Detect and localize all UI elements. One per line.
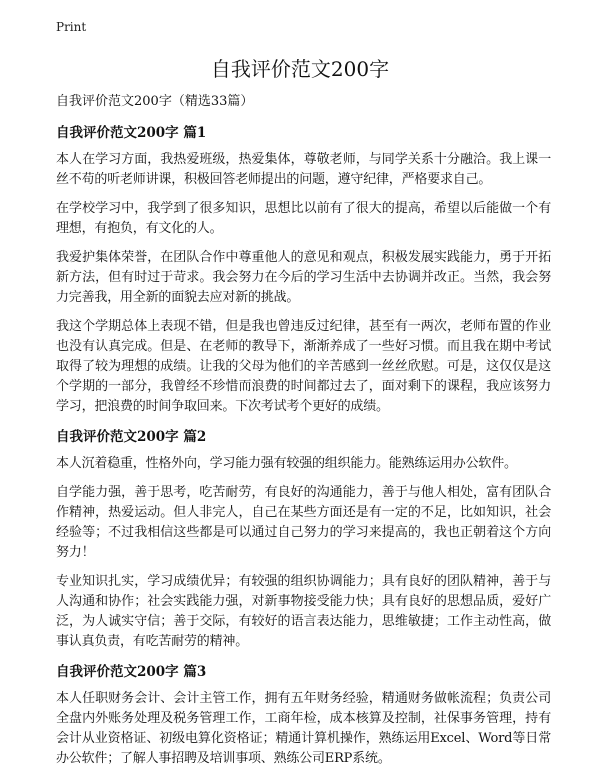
section-2 xyxy=(56,426,551,652)
paragraph: 在学校学习中，我学到了很多知识，思想比以前有了很大的提高，希望以后能做一个有理想，有抱负，有文化的人。 xyxy=(56,201,551,236)
paragraph: 我爱护集体荣誉，在团队合作中尊重他人的意见和观点，积极发展实践能力，勇于开拓新方法，但有时过于苛求。我会努力在今后的学习生活中去协调并改正。当然，我会努力完善我，用全新的面貌去应对新的挑战。 xyxy=(56,250,551,305)
section-heading: 自我评价范文200字 篇2 xyxy=(56,429,207,445)
section-heading: 自我评价范文200字 篇3 xyxy=(56,664,207,680)
page-title: 自我评价范文200字 xyxy=(210,57,390,81)
paragraph: 本人任职财务会计、会计主管工作，拥有五年财务经验，精通财务做帐流程；负责公司全盘内外账务处理及税务管理工作，工商年检，成本核算及控制，社保事务管理，持有会计从业资格证、初级电算化资格证；精通计算机操作，熟练运用Excel、Word等日常办公软件；了解人事招聘及培训事项、熟练公司ERP系统。 xyxy=(56,691,551,766)
section-heading: 自我评价范文200字 篇1 xyxy=(56,125,207,141)
print-link[interactable]: Print xyxy=(56,20,87,34)
article-content xyxy=(56,92,551,778)
paragraph: 本人沉着稳重，性格外向，学习能力强有较强的组织能力。能熟练运用办公软件。 xyxy=(56,456,517,471)
section-1 xyxy=(56,122,551,417)
paragraph: 专业知识扎实，学习成绩优异；有较强的组织协调能力；具有良好的团队精神，善于与人沟通和协作；社会实践能力强，对新事物接受能力快；具有良好的思想品质，爱好广泛，为人诚实守信；善于交际，有较好的语言表达能力，思维敏捷；工作主动性高，做事认真负责，有吃苦耐劳的精神。 xyxy=(56,574,551,649)
section-3 xyxy=(56,661,551,769)
article-subtitle: 自我评价范文200字（精选33篇） xyxy=(56,94,254,109)
paragraph: 本人在学习方面，我热爱班级，热爱集体，尊敬老师，与同学关系十分融洽。我上课一丝不苟的听老师讲课，积极回答老师提出的问题，遵守纪律，严格要求自己。 xyxy=(56,152,551,187)
paragraph: 自学能力强，善于思考，吃苦耐劳，有良好的沟通能力，善于与他人相处，富有团队合作精神，热爱运动。但人非完人，自己在某些方面还是有一定的不足，比如知识，社会经验等；不过我相信这些都是可以通过自己努力的学习来提高的，我也正朝着这个方向努力！ xyxy=(56,485,551,560)
paragraph: 我这个学期总体上表现不错，但是我也曾违反过纪律，甚至有一两次，老师布置的作业也没有认真完成。但是、在老师的教导下，渐渐养成了一些好习惯。而且我在期中考试取得了较为理想的成绩。让我的父母为他们的辛苦感到一丝丝欣慰。可是，这仅仅是这个学期的一部分，我曾经不珍惜而浪费的时间都过去了，面对剩下的课程，我应该努力学习，把浪费的时间争取回来。下次考试考个更好的成绩。 xyxy=(56,319,551,414)
